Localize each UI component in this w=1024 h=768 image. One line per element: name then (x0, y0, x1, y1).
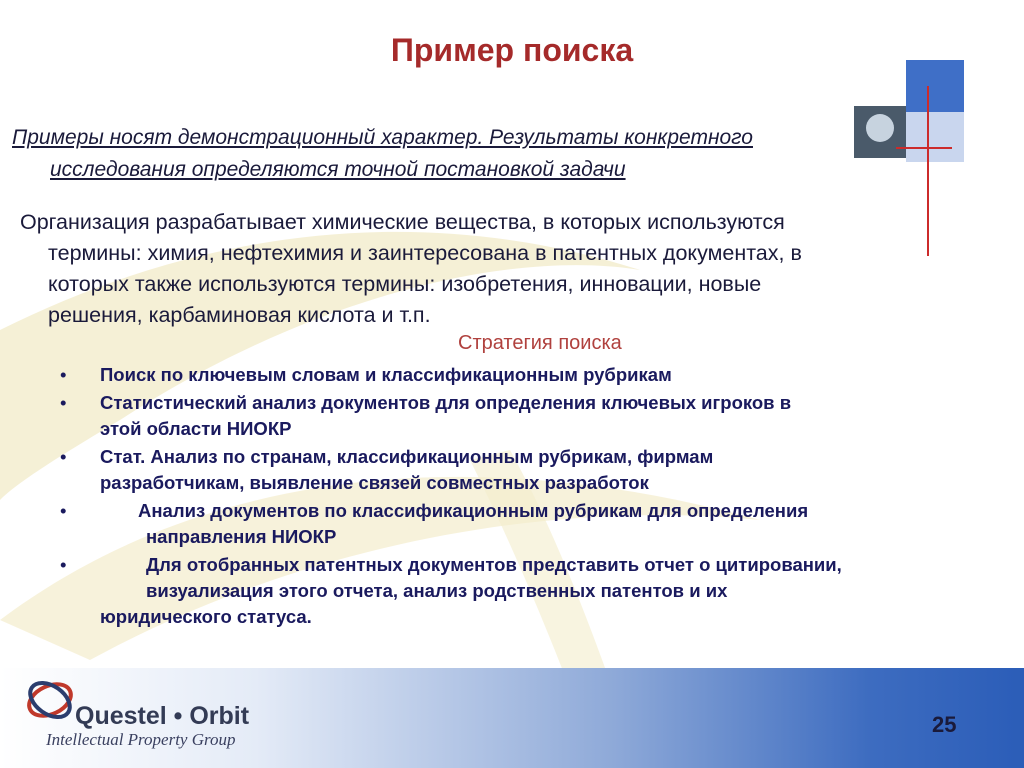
company-name: Questel • Orbit (75, 702, 250, 730)
list-item (0, 362, 1024, 388)
list-item-line: Для отобранных патентных документов представить отчет о цитировании, (146, 554, 842, 575)
page-number: 25 (932, 712, 957, 737)
body-line: термины: химия, нефтехимия и заинтересована в патентных документах, в (48, 241, 802, 265)
list-item-line: визуализация этого отчета, анализ родственных патентов и их (146, 580, 728, 601)
disclaimer-note (12, 122, 932, 186)
list-item-line: юридического статуса. (100, 606, 312, 627)
strategy-heading: Стратегия поиска (458, 332, 622, 354)
list-item (0, 552, 1024, 630)
bullet-icon: • (60, 364, 67, 385)
list-item-line: Стат. Анализ по странам, классификационным рубрикам, фирмам (100, 446, 714, 467)
body-line: решения, карбаминовая кислота и т.п. (48, 303, 431, 327)
list-item-line: Анализ документов по классификационным рубрикам для определения (138, 500, 809, 521)
slide-title: Пример поиска (390, 32, 634, 68)
note-line-2: исследования определяются точной постановкой задачи (50, 158, 626, 181)
bullet-icon: • (60, 446, 67, 467)
list-item (0, 390, 1024, 442)
list-item (0, 498, 1024, 550)
list-item-line: Поиск по ключевым словам и классификационным рубрикам (100, 364, 672, 385)
list-item-line: направления НИОКР (146, 526, 337, 547)
organization-description (20, 207, 980, 331)
body-line: Организация разрабатывает химические вещества, в которых используются (20, 210, 785, 234)
body-line: которых также используются термины: изобретения, инновации, новые (48, 272, 762, 296)
bullet-icon: • (60, 392, 67, 413)
bullet-icon: • (60, 554, 67, 575)
list-item (0, 444, 1024, 496)
list-item-line: Статистический анализ документов для определения ключевых игроков в (100, 392, 792, 413)
list-item-line: разработчикам, выявление связей совместных разработок (100, 472, 649, 493)
list-item-line: этой области НИОКР (100, 418, 292, 439)
note-line-1: Примеры носят демонстрационный характер. Результаты конкретного (12, 126, 753, 149)
company-tagline: Intellectual Property Group (46, 730, 236, 749)
strategy-list (0, 362, 1024, 632)
bullet-icon: • (60, 500, 67, 521)
